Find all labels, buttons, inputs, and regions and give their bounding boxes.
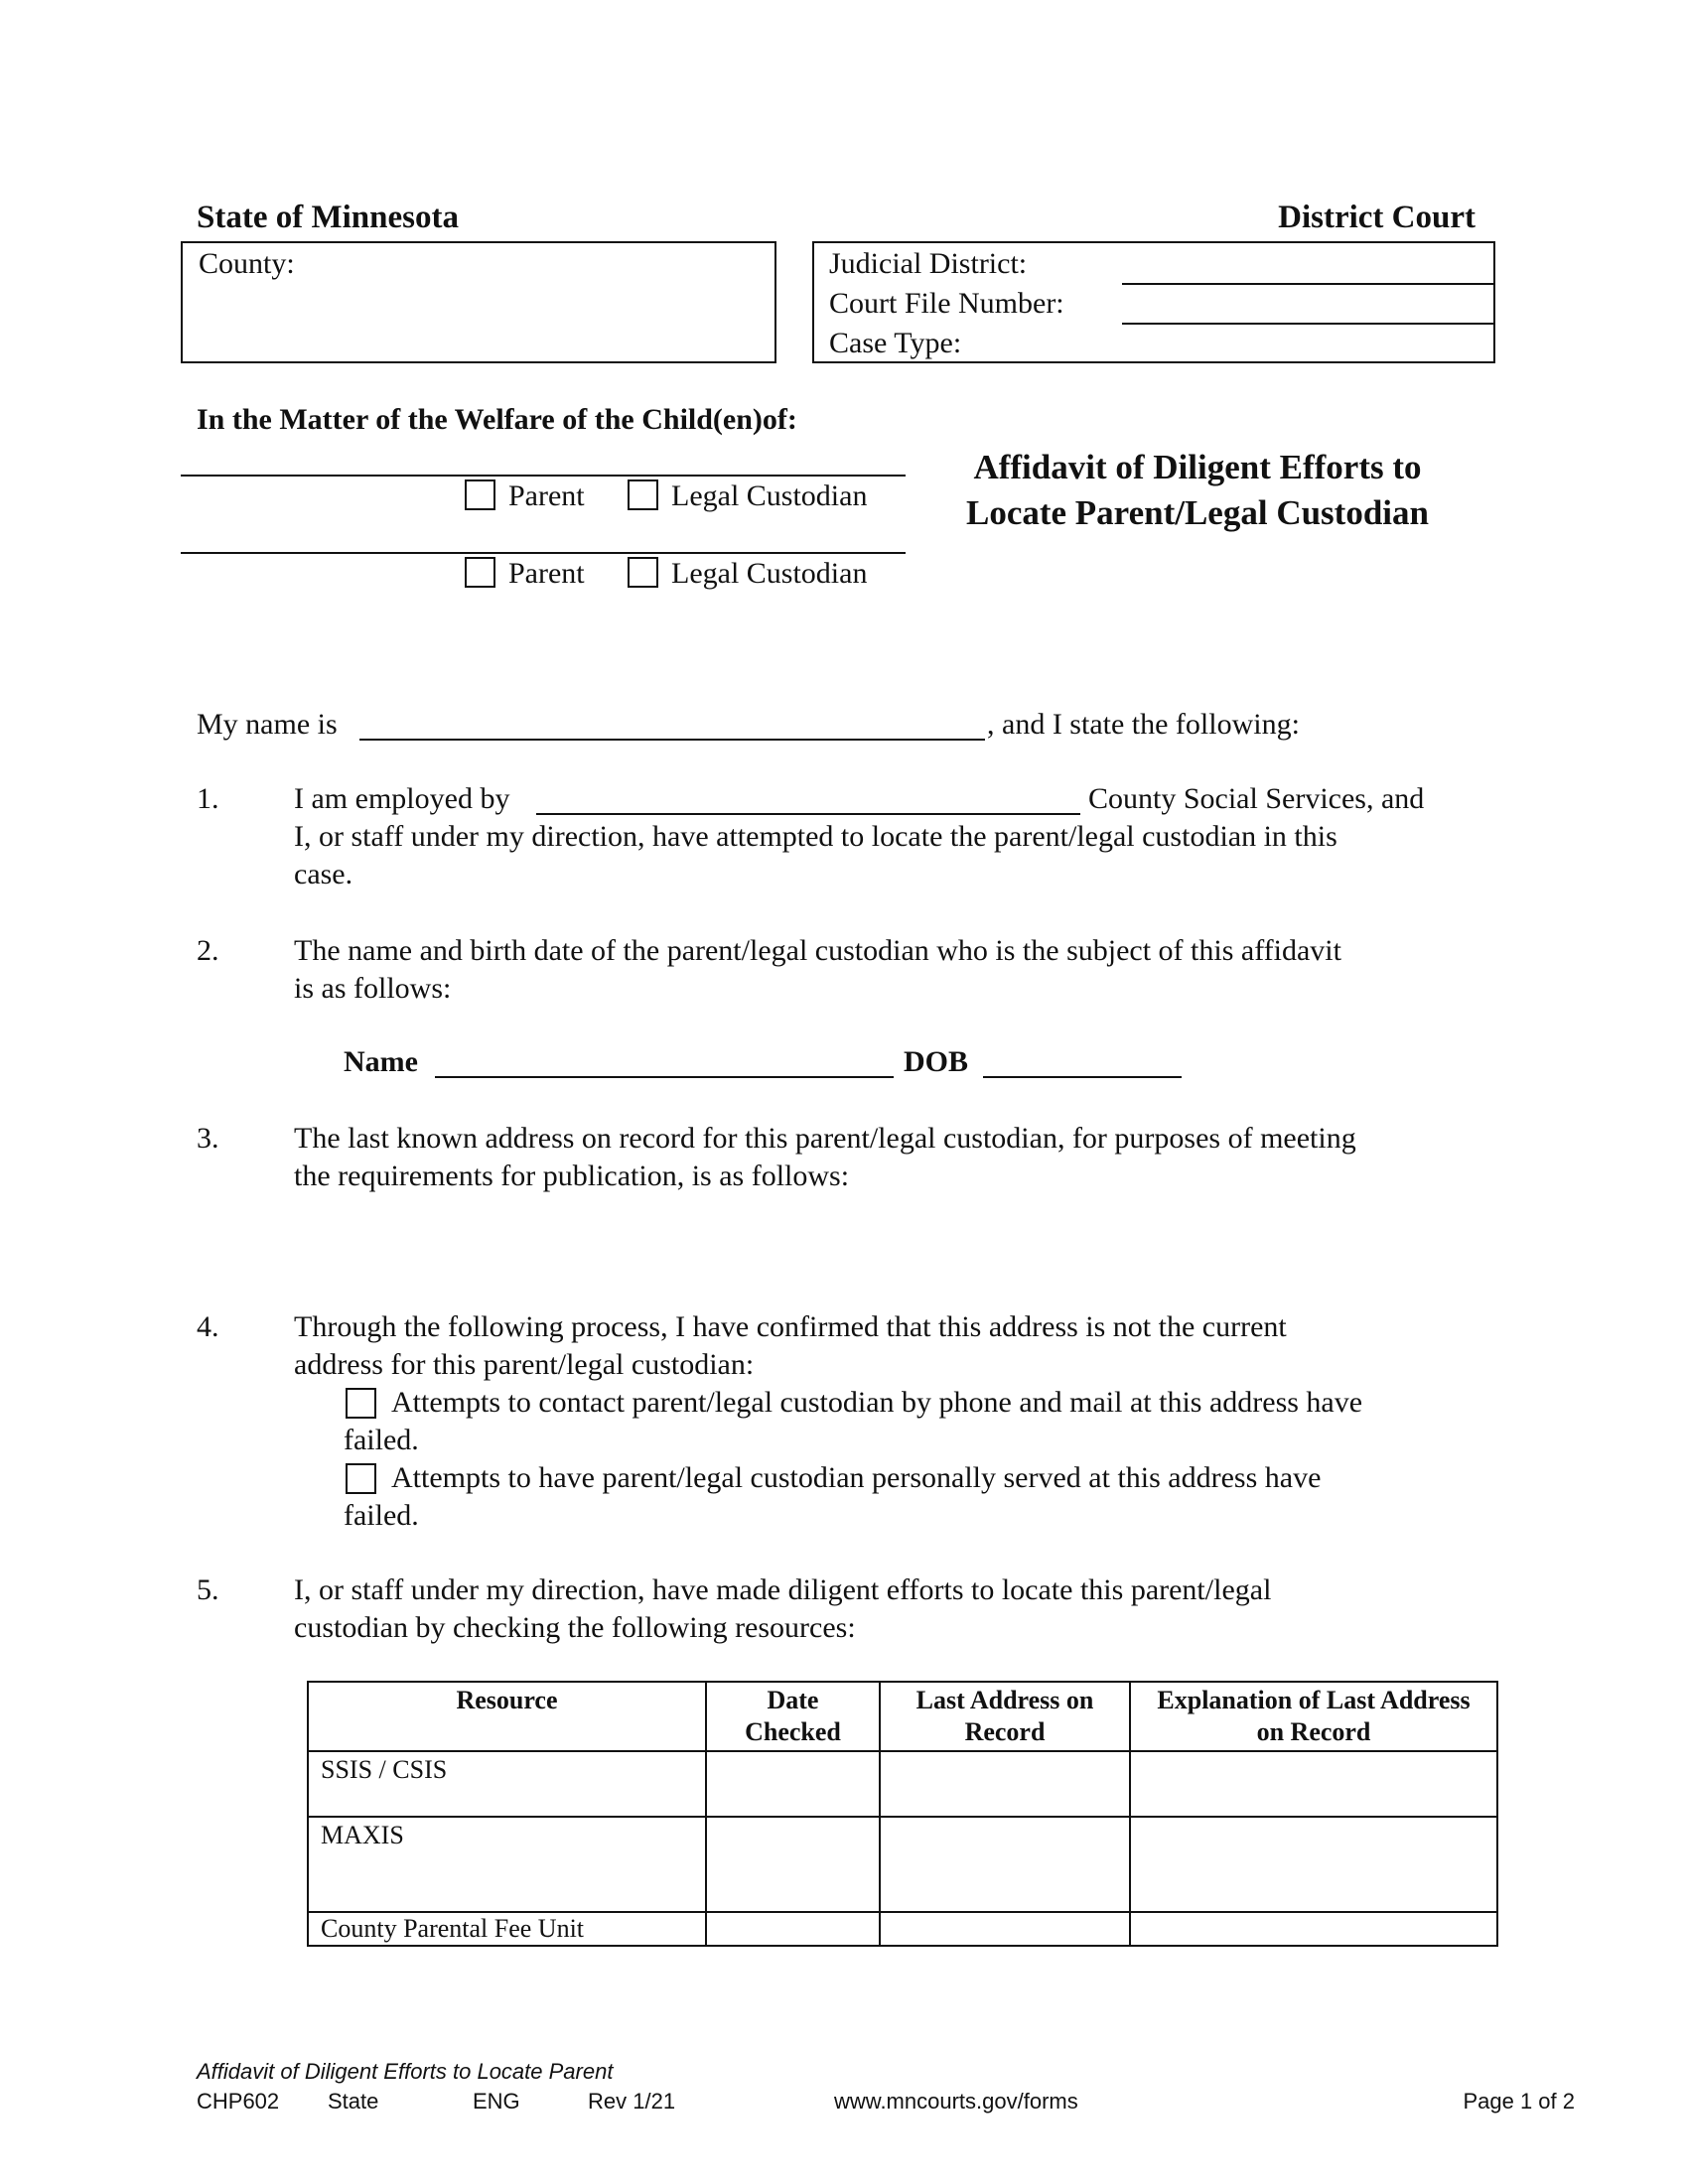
item-4-line-2: address for this parent/legal custodian: — [294, 1348, 755, 1381]
item-4-line-1: Through the following process, I have confirmed that this address is not the current — [294, 1310, 1287, 1343]
item-1-suffix: County Social Services, and — [1088, 782, 1425, 815]
employer-county-field[interactable] — [536, 813, 1080, 815]
custodian-checkbox-2[interactable] — [628, 557, 658, 588]
last-address-cell[interactable] — [880, 1751, 1130, 1817]
explanation-cell[interactable] — [1130, 1817, 1497, 1912]
court-file-number-label: Court File Number: — [829, 287, 1064, 320]
last-address-cell[interactable] — [880, 1912, 1130, 1946]
item-4-number: 4. — [197, 1310, 219, 1343]
dob-label: DOB — [904, 1045, 969, 1078]
county-label: County: — [199, 247, 295, 280]
footer-url[interactable]: www.mncourts.gov/forms — [834, 2089, 1078, 2114]
item-2-number: 2. — [197, 934, 219, 967]
resource-name-cell: SSIS / CSIS — [308, 1751, 706, 1817]
footer-page-number: Page 1 of 2 — [1463, 2089, 1575, 2114]
item-1-line-2: I, or staff under my direction, have attempted to locate the parent/legal custodian in this — [294, 820, 1337, 853]
item-1-line-3: case. — [294, 858, 353, 890]
option-1-line-2: failed. — [344, 1424, 419, 1456]
affiant-name-field[interactable] — [359, 739, 985, 741]
item-2-line-1: The name and birth date of the parent/legal custodian who is the subject of this affidavit — [294, 934, 1341, 967]
custodian-label-1: Legal Custodian — [671, 479, 868, 512]
table-row — [308, 1751, 1497, 1817]
custodian-checkbox-1[interactable] — [628, 479, 658, 510]
resource-name-cell: County Parental Fee Unit — [308, 1912, 706, 1946]
parent-checkbox-2[interactable] — [465, 557, 495, 588]
intro-prefix: My name is — [197, 708, 338, 741]
footer-scope: State — [328, 2089, 379, 2114]
item-5-number: 5. — [197, 1573, 219, 1606]
footer-revision: Rev 1/21 — [588, 2089, 676, 2114]
matter-heading: In the Matter of the Welfare of the Child(en)of: — [197, 403, 797, 436]
table-row — [308, 1817, 1497, 1912]
form-title-line-2: Locate Parent/Legal Custodian — [965, 493, 1429, 532]
judicial-district-label: Judicial District: — [829, 247, 1028, 280]
explanation-cell[interactable] — [1130, 1751, 1497, 1817]
personal-service-attempt-checkbox[interactable] — [346, 1463, 376, 1494]
form-title — [939, 445, 1456, 536]
child-name-line-1[interactable] — [181, 475, 906, 477]
parent-checkbox-1[interactable] — [465, 479, 495, 510]
resource-name-cell: MAXIS — [308, 1817, 706, 1912]
resource-column-header: Resource — [308, 1682, 706, 1751]
form-title-line-1: Affidavit of Diligent Efforts to — [973, 448, 1422, 486]
date-checked-cell[interactable] — [706, 1912, 880, 1946]
phone-mail-attempt-checkbox[interactable] — [346, 1388, 376, 1419]
last-address-column-header: Last Address on Record — [880, 1682, 1130, 1751]
custodian-label-2: Legal Custodian — [671, 557, 868, 590]
option-2-line-2: failed. — [344, 1499, 419, 1532]
parent-name-field[interactable] — [435, 1076, 894, 1078]
parent-label-2: Parent — [508, 557, 585, 590]
resources-table — [307, 1681, 1498, 1947]
last-known-address-area[interactable] — [294, 1201, 1466, 1291]
date-checked-cell[interactable] — [706, 1817, 880, 1912]
footer-title: Affidavit of Diligent Efforts to Locate Parent — [197, 2059, 614, 2084]
item-1-number: 1. — [197, 782, 219, 815]
footer-language: ENG — [473, 2089, 520, 2114]
explanation-cell[interactable] — [1130, 1912, 1497, 1946]
county-box[interactable] — [181, 241, 776, 363]
last-address-cell[interactable] — [880, 1817, 1130, 1912]
dob-field[interactable] — [983, 1076, 1182, 1078]
date-checked-cell[interactable] — [706, 1751, 880, 1817]
intro-suffix: , and I state the following: — [987, 708, 1300, 741]
item-3-line-2: the requirements for publication, is as follows: — [294, 1160, 850, 1192]
table-header-row — [308, 1682, 1497, 1751]
case-type-label: Case Type: — [829, 327, 962, 359]
footer-form-code: CHP602 — [197, 2089, 280, 2114]
item-1-prefix: I am employed by — [294, 782, 510, 815]
item-5-line-2: custodian by checking the following resources: — [294, 1611, 856, 1644]
date-checked-column-header: Date Checked — [706, 1682, 880, 1751]
option-2-line-1: Attempts to have parent/legal custodian personally served at this address have — [391, 1461, 1322, 1494]
court-file-number-field[interactable] — [1122, 323, 1493, 325]
child-name-line-2[interactable] — [181, 552, 906, 554]
item-3-number: 3. — [197, 1122, 219, 1155]
name-label: Name — [344, 1045, 418, 1078]
state-heading: State of Minnesota — [197, 200, 459, 235]
parent-label-1: Parent — [508, 479, 585, 512]
judicial-district-field[interactable] — [1122, 283, 1493, 285]
item-5-line-1: I, or staff under my direction, have made diligent efforts to locate this parent/legal — [294, 1573, 1272, 1606]
court-heading: District Court — [1278, 200, 1476, 235]
item-3-line-1: The last known address on record for this parent/legal custodian, for purposes of meeting — [294, 1122, 1356, 1155]
option-1-line-1: Attempts to contact parent/legal custodian by phone and mail at this address have — [391, 1386, 1363, 1419]
item-2-line-2: is as follows: — [294, 972, 452, 1005]
case-info-box — [812, 241, 1495, 363]
explanation-column-header: Explanation of Last Address on Record — [1130, 1682, 1497, 1751]
table-row — [308, 1912, 1497, 1946]
